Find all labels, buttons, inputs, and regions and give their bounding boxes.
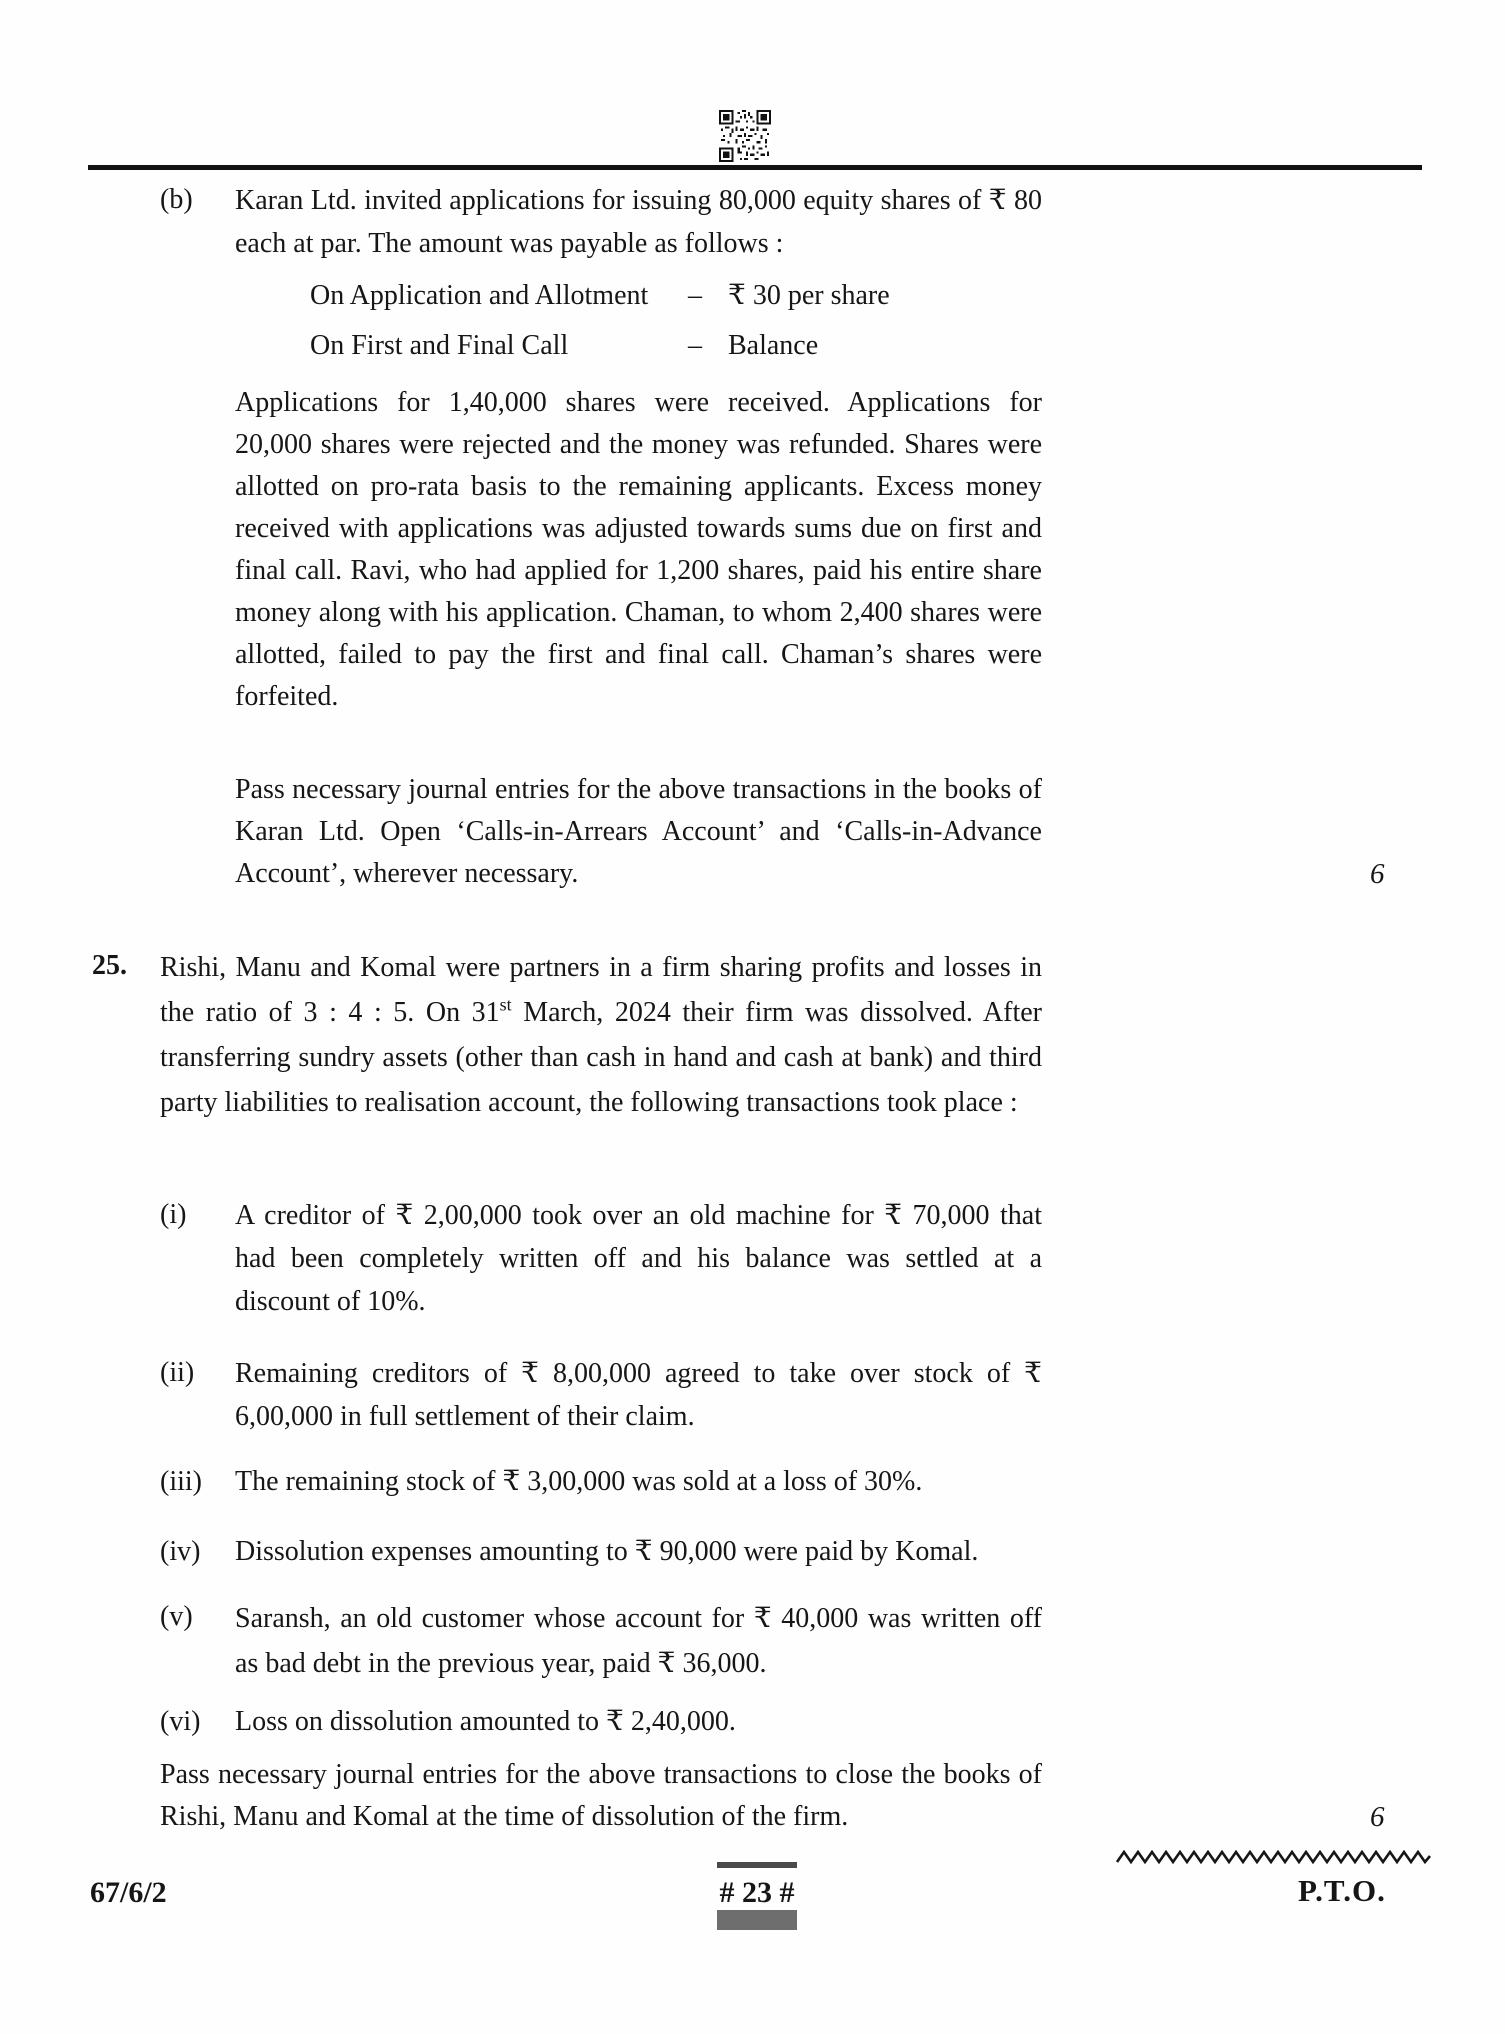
paper-code: 67/6/2 (90, 1876, 167, 1909)
qr-code-icon (719, 110, 771, 162)
item-vi-label: (vi) (160, 1706, 201, 1737)
intro-text: March, 2024 their firm was dissolved. After transferring sundry assets (other than cash in hand and cash at bank) and third party liabilities to realisation account, the following transactions took place : (160, 997, 1043, 1118)
question-25-marks: 6 (1370, 1801, 1385, 1833)
page-number-bottom-bar (717, 1910, 797, 1930)
item-vi-text: Loss on dissolution amounted to ₹ 2,40,000. (235, 1706, 736, 1737)
payable-name: On Application and Allotment (310, 280, 649, 311)
question-b-task: Pass necessary journal entries for the above transactions in the books of Karan Ltd. Open ‘Calls-in-Arrears Account’ and ‘Calls-in-Advance Account’, wherever necessary. (235, 774, 1042, 889)
question-25-number: 25. (92, 950, 127, 981)
item-ii-label: (ii) (160, 1357, 195, 1388)
payable-value: Balance (728, 330, 819, 361)
item-iv-text: Dissolution expenses amounting to ₹ 90,000 were paid by Komal. (235, 1536, 979, 1567)
payable-row-call (310, 325, 890, 367)
payable-value: ₹ 30 per share (728, 280, 890, 311)
item-i-label: (i) (160, 1199, 187, 1230)
item-i-text: A creditor of ₹ 2,00,000 took over an old machine for ₹ 70,000 that had been completely written off and his balance was settled at a discount of 10%. (235, 1200, 1042, 1317)
item-iii-label: (iii) (160, 1466, 202, 1497)
dash: – (688, 330, 702, 361)
item-iv-label: (iv) (160, 1536, 201, 1567)
question-b-label: (b) (160, 184, 193, 215)
page-number: # 23 # (719, 1876, 795, 1909)
item-v-label: (v) (160, 1601, 193, 1632)
question-25-intro (160, 945, 1042, 1125)
item-ii-text: Remaining creditors of ₹ 8,00,000 agreed to take over stock of ₹ 6,00,000 in full settlement of their claim. (235, 1358, 1042, 1432)
item-v-text: Saransh, an old customer whose account for ₹ 40,000 was written off as bad debt in the previous year, paid ₹ 36,000. (235, 1603, 1042, 1679)
item-iii-text: The remaining stock of ₹ 3,00,000 was sold at a loss of 30%. (235, 1466, 923, 1497)
question-b-body: Applications for 1,40,000 shares were received. Applications for 20,000 shares were rejected and the money was refunded. Shares were allotted on pro-rata basis to the remaining applicants. Excess money received with applications was adjusted towards sums due on first and final call. Ravi, who had applied for 1,200 shares, paid his entire share money along with his application. Chaman, to whom 2,400 shares were allotted, failed to pay the first and final call. Chaman’s shares were forfeited. (235, 387, 1042, 712)
question-b-intro: Karan Ltd. invited applications for issuing 80,000 equity shares of ₹ 80 each at par. The amount was payable as follows : (235, 185, 1042, 259)
ordinal-superscript: st (499, 994, 512, 1015)
payable-row-application (310, 275, 890, 317)
question-25-task: Pass necessary journal entries for the above transactions to close the books of Rishi, Manu and Komal at the time of dissolution of the firm. (160, 1759, 1042, 1832)
intro-text: Rishi, Manu and Komal were partners in a firm sharing profits and losses in the ratio of 3 : 4 : 5. On 31 (160, 952, 1042, 1028)
question-b-marks: 6 (1370, 858, 1385, 890)
pto-label: P.T.O. (1298, 1873, 1386, 1908)
dash: – (688, 280, 702, 311)
page-number-top-bar (717, 1862, 797, 1868)
payable-name: On First and Final Call (310, 330, 569, 361)
header-rule (88, 165, 1422, 170)
payable-schedule (310, 275, 890, 367)
wavy-line (1116, 1849, 1432, 1867)
